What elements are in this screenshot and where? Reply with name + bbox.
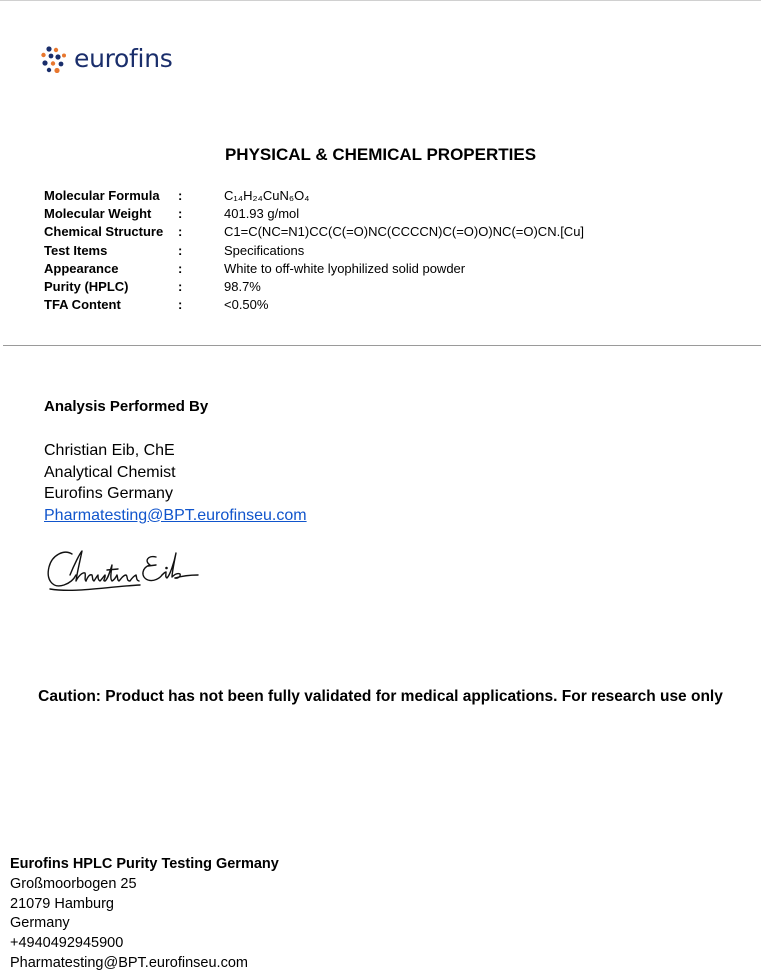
analysis-heading: Analysis Performed By [44,398,209,415]
analyst-block [44,440,307,526]
property-label: Purity (HPLC) [44,278,129,294]
property-colon: : [178,260,183,276]
property-label: Test Items [44,242,108,258]
analyst-role: Analytical Chemist [44,463,176,481]
property-value: White to off-white lyophilized solid powder [224,260,466,276]
property-colon: : [178,206,183,222]
analyst-email-link[interactable]: Pharmatesting@BPT.eurofinseu.com [44,506,307,524]
footer-address [10,855,279,974]
signature-image [44,545,204,601]
property-label: Molecular Weight [44,206,152,222]
signature [44,545,204,606]
footer-company: Eurofins HPLC Purity Testing Germany [10,856,279,872]
property-label: TFA Content [44,297,121,313]
property-label: Chemical Structure [44,224,164,240]
property-colon: : [178,224,183,240]
eurofins-logo [40,44,172,74]
property-value: 98.7% [224,278,261,294]
top-divider [0,0,761,1]
footer-phone: +4940492945900 [10,935,124,952]
property-value: C₁₄H₂₄CuN₆O₄ [224,188,310,203]
property-colon: : [178,297,183,313]
property-colon: : [178,242,183,258]
footer-street: Großmoorbogen 25 [10,875,137,892]
caution-notice: Caution: Product has not been fully validated for medical applications. For research use only [38,688,723,705]
footer-city: 21079 Hamburg [10,895,114,912]
section-divider [3,345,761,346]
section-title: PHYSICAL & CHEMICAL PROPERTIES [224,145,537,164]
analyst-name: Christian Eib, ChE [44,442,175,459]
property-colon: : [178,278,183,294]
property-label: Appearance [44,260,119,276]
property-label: Molecular Formula [44,188,160,203]
footer-email: Pharmatesting@BPT.eurofinseu.com [10,954,248,971]
property-value: C1=C(NC=N1)CC(C(=O)NC(CCCCN)C(=O)O)NC(=O)CN.[Cu] [224,224,585,240]
property-value: Specifications [224,242,305,258]
property-value: <0.50% [224,297,269,313]
analyst-organization: Eurofins Germany [44,485,173,502]
property-colon: : [178,188,183,203]
logo-wordmark: eurofins [74,44,173,73]
eurofins-dots-icon [40,45,68,73]
footer-country: Germany [10,915,70,932]
property-value: 401.93 g/mol [224,206,300,222]
